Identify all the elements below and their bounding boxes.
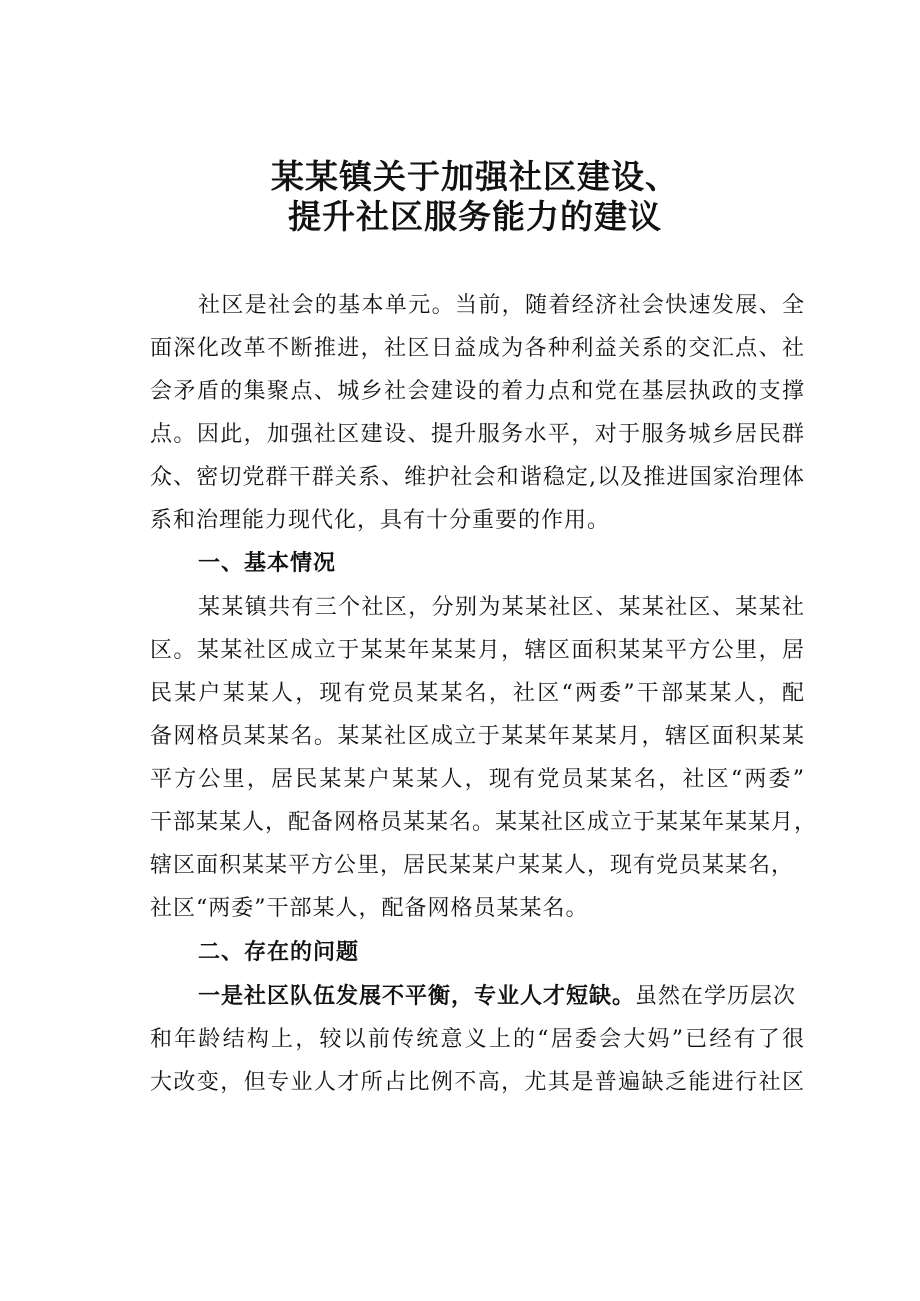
section-1-line-3: 民某户某某人，现有党员某某名，社区“两委”干部某某人，配 [150,681,805,706]
intro-line-1: 社区是社会的基本单元。当前，随着经济社会快速发展、全 [198,293,805,318]
document-title-line-1: 某某镇关于加强社区建设、 [271,157,679,196]
intro-line-5: 众、密切党群干群关系、维护社会和谐稳定,以及推进国家治理体 [150,465,805,490]
section-2-heading: 二、存在的问题 [198,940,360,965]
intro-line-4: 点。因此，加强社区建设、提升服务水平，对于服务城乡居民群 [150,422,805,447]
section-1-heading: 一、基本情况 [198,551,337,576]
section-2-line-2: 和年龄结构上，较以前传统意义上的“居委会大妈”已经有了很 [150,1027,805,1052]
section-2-line-3: 大改变，但专业人才所占比例不高，尤其是普遍缺乏能进行社区 [150,1070,805,1095]
section-2-point-1-line-1 [198,975,805,1019]
section-1-line-6: 干部某某人，配备网格员某某名。某某社区成立于某某年某某月， [150,810,818,835]
intro-line-2: 面深化改革不断推进，社区日益成为各种利益关系的交汇点、社 [150,336,805,361]
section-1-line-5: 平方公里，居民某某户某某人，现有党员某某名，社区“两委” [150,767,805,792]
section-1-line-1: 某某镇共有三个社区，分别为某某社区、某某社区、某某社 [198,595,805,620]
section-1-line-7: 辖区面积某某平方公里，居民某某户某某人，现有党员某某名， [150,853,795,878]
document-title-line-2: 提升社区服务能力的建议 [288,197,662,236]
point-1-rest: 虽然在学历层次 [635,984,797,1009]
section-1-line-2: 区。某某社区成立于某某年某某月，辖区面积某某平方公里，居 [150,638,805,663]
point-1-bold-lead: 一是社区队伍发展不平衡，专业人才短缺。 [198,984,636,1009]
section-1-line-8: 社区“两委”干部某人，配备网格员某某名。 [150,896,589,921]
intro-line-6: 系和治理能力现代化，具有十分重要的作用。 [150,508,611,533]
section-1-line-4: 备网格员某某名。某某社区成立于某某年某某月，辖区面积某某 [150,724,805,749]
intro-line-3: 会矛盾的集聚点、城乡社会建设的着力点和党在基层执政的支撑 [150,379,805,404]
